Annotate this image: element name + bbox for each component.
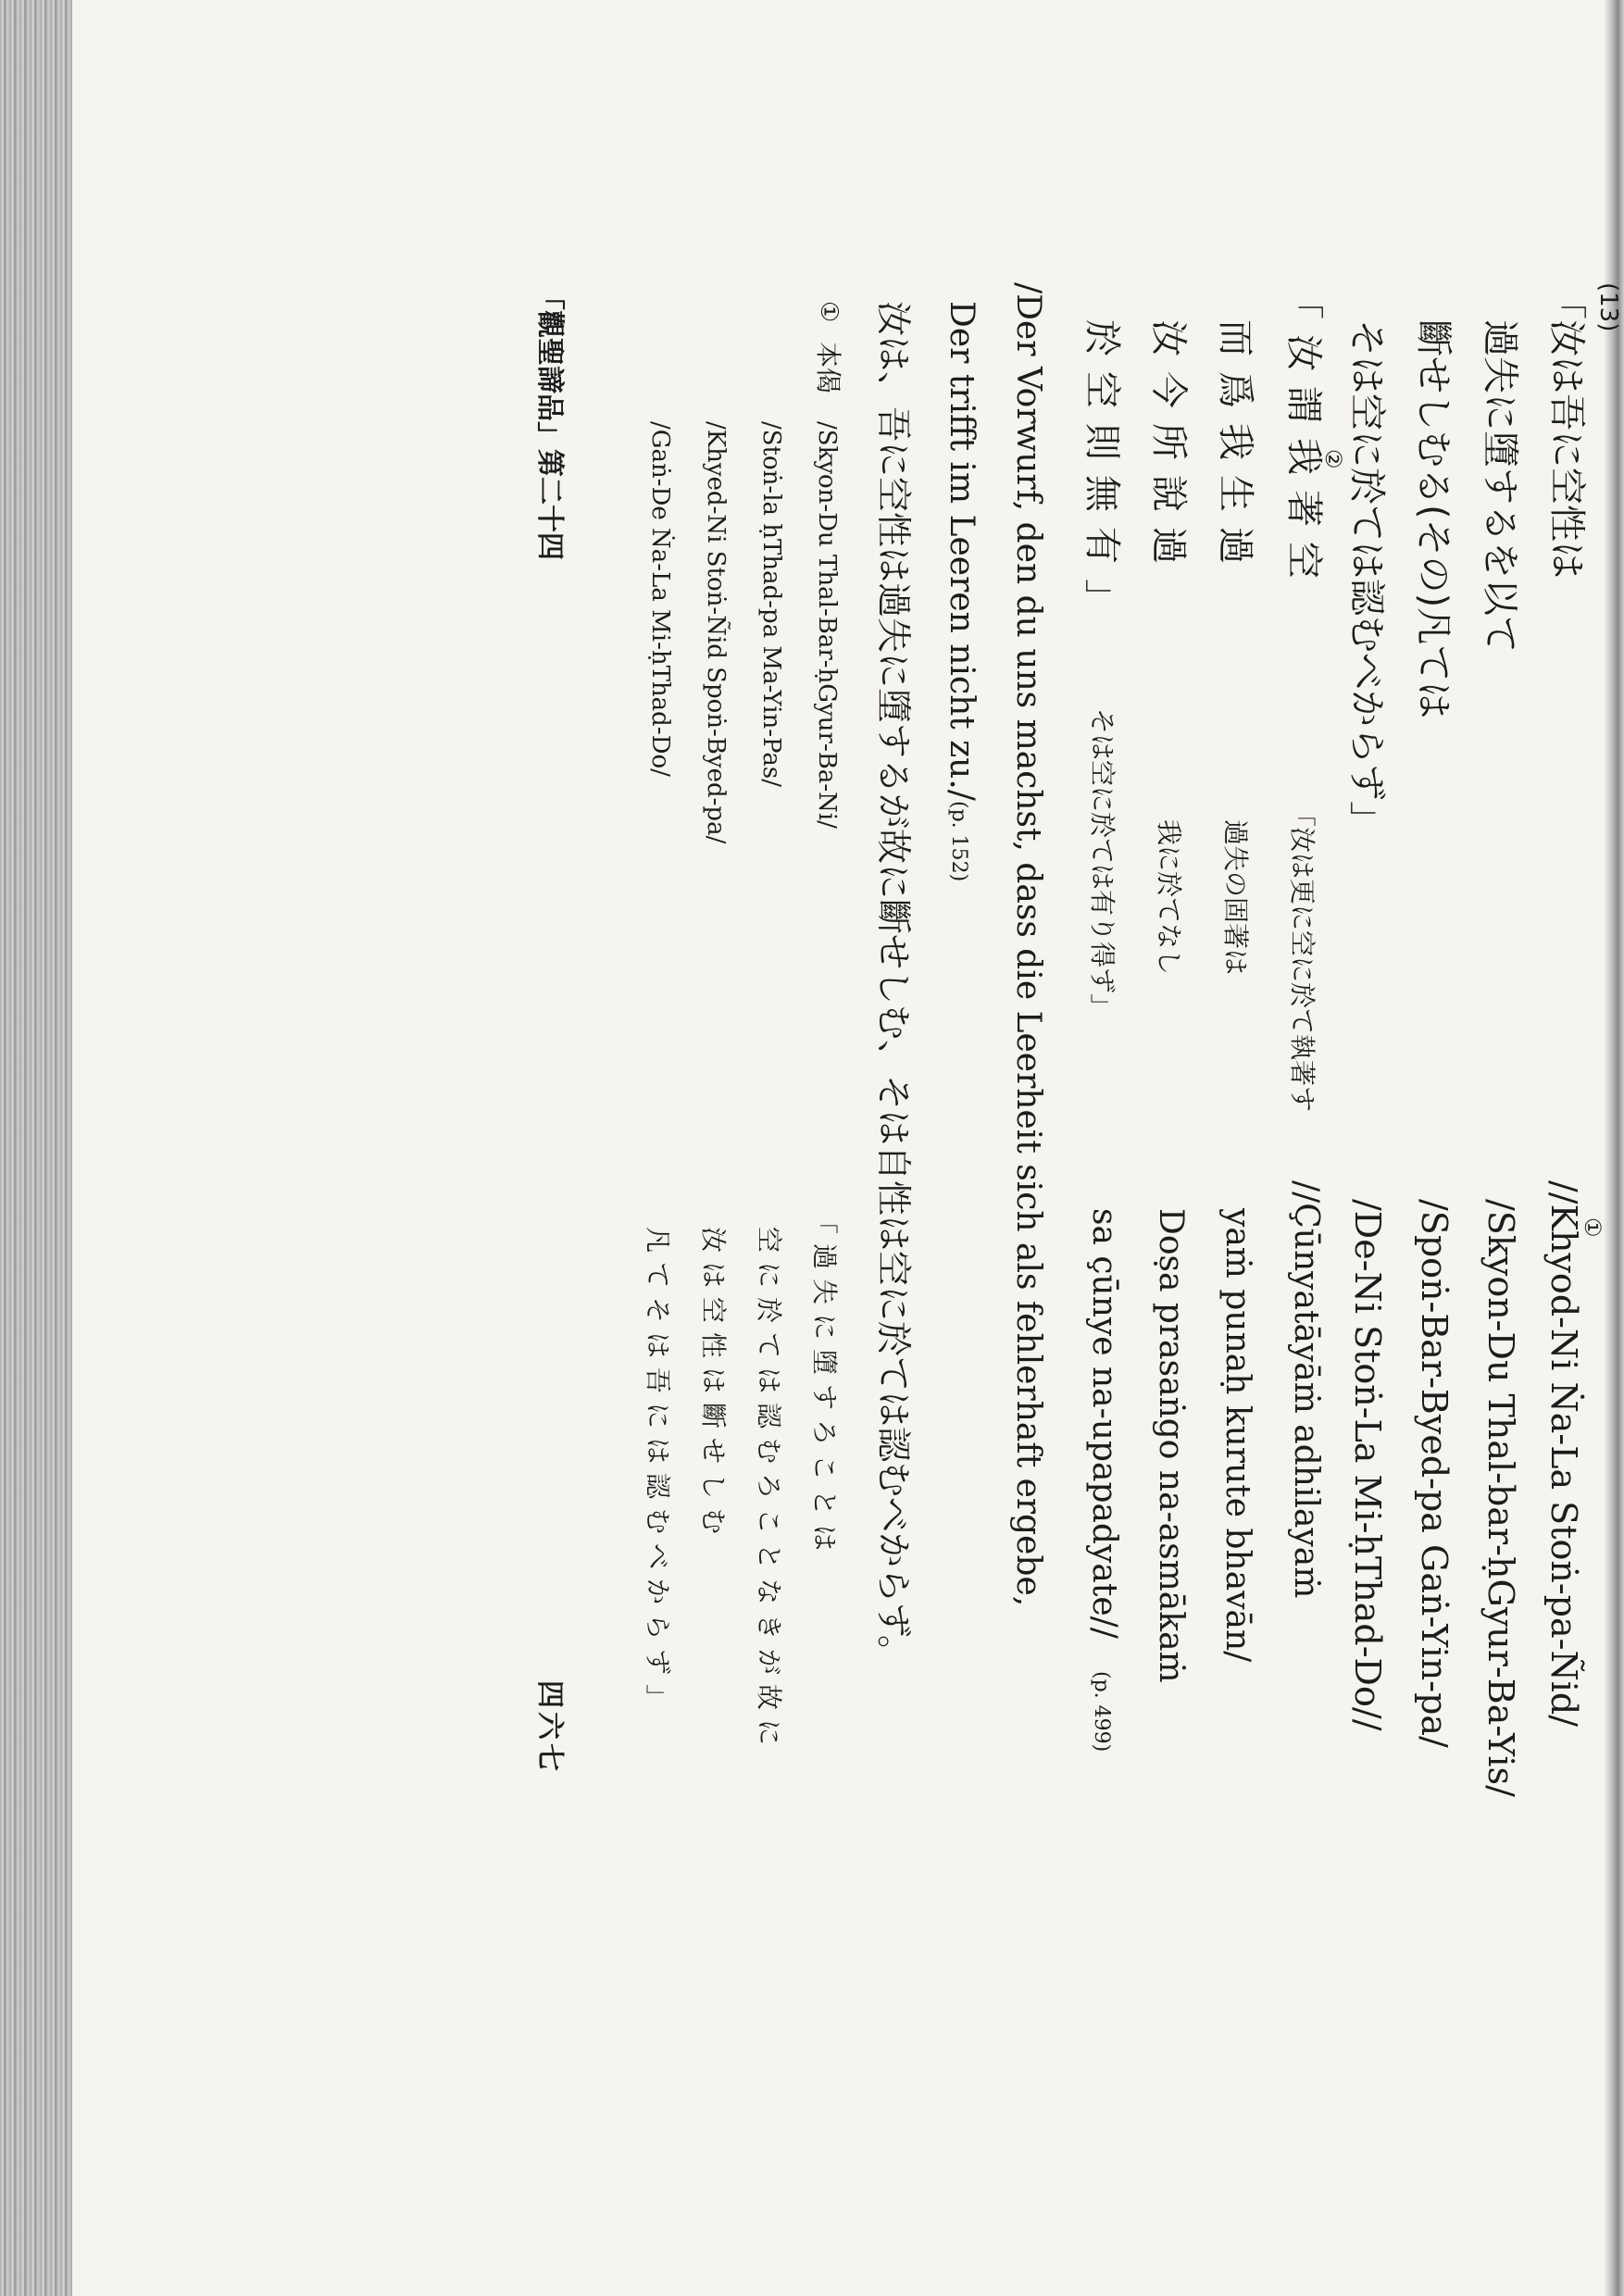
- japanese-translation: 汝は、吾に空性は過失に墮するが故に斷せしむ、そは自性は空に於ては認むべからず。: [873, 301, 914, 1670]
- chinese-verse-line-2: 而爲我生過: [1214, 319, 1256, 579]
- tibetan-note-marker: ①: [1580, 1217, 1605, 1238]
- footnote-marker: ①: [815, 301, 843, 323]
- sanskrit-verse-line-4: sa çūnye na-upapadyate//: [1085, 1208, 1123, 1639]
- chinese-verse-line-4: 於空則無有」: [1081, 319, 1123, 630]
- japanese-verse-line-4: そは空に於ては認むべからず」: [1345, 319, 1388, 838]
- tibetan-verse-line-1: //Khyod-Ni Ṅa-La Stoṅ-pa-Ñid/: [1543, 1180, 1584, 1728]
- footnote-japanese-line-1: 「過失に墮すろことは: [809, 1208, 840, 1561]
- chinese-gloss-line-3: 我に於てなし: [1154, 819, 1184, 976]
- footnote-label: 本偈: [813, 342, 843, 394]
- sanskrit-verse-line-1: //Çūnyatāyāṁ adhilayaṁ: [1287, 1180, 1325, 1599]
- german-page-ref: (p. 152): [947, 801, 970, 882]
- sanskrit-verse-line-2: yaṁ punaḥ kurute bhavān/: [1218, 1208, 1256, 1663]
- footnote-japanese-line-2: 空に於ては認むろことなきが故に: [754, 1227, 784, 1755]
- page-number: 四六七: [533, 1680, 566, 1775]
- sanskrit-page-ref: (p. 499): [1090, 1671, 1113, 1753]
- japanese-verse-line-2: 過失に墮するを以て: [1479, 319, 1521, 653]
- book-binding-shadow: [0, 0, 72, 2296]
- rotated-text-block: [213, 282, 1620, 2014]
- footnote-tibetan-line-4: /Gaṅ-De Ṅa-La Mi-ḥThad-Do/: [646, 421, 674, 777]
- chinese-verse-line-1: 「汝謂我著空: [1282, 282, 1325, 593]
- german-translation-line-1: /Der Vorwurf, den du uns machst, dass die Leerheit sich als fehlerhaft ergebe,: [1009, 282, 1047, 1607]
- chinese-note-marker: ②: [1320, 449, 1346, 469]
- chinese-gloss-line-4: そは空に於ては有り得ず」: [1087, 708, 1118, 1020]
- tibetan-verse-line-4: /De-Ni Stoṅ-La Mi-ḥThad-Do//: [1347, 1199, 1388, 1731]
- footnote-tibetan-line-3: /Khyed-Ni Stoṅ-Ñid Spoṅ-Byed-pa/: [702, 421, 730, 844]
- chinese-gloss-line-2: 過失の固著は: [1220, 819, 1251, 976]
- german-translation-line-2: Der trifft im Leeren nicht zu./: [943, 301, 981, 801]
- verse-number: (13): [1594, 282, 1622, 332]
- japanese-verse-line-1: 「汝は吾に空性は: [1545, 282, 1588, 579]
- footnote-japanese-line-4: 凡てそは吾には認むべからず」: [643, 1227, 673, 1720]
- chinese-verse-line-3: 汝今所說過: [1147, 319, 1190, 579]
- japanese-verse-line-3: 斷せしむる(その)凡ては: [1412, 319, 1455, 719]
- tibetan-verse-line-2: /Skyon-Du Thal-bar-ḥGyur-Ba-Yis/: [1480, 1199, 1521, 1797]
- tibetan-verse-line-3: /Spoṅ-Bar-Byed-pa Gaṅ-Yin-pa/: [1414, 1199, 1455, 1748]
- footnote-tibetan-line-2: /Stoṅ-la ḥThad-pa Ma-Yin-Pas/: [757, 421, 785, 787]
- sanskrit-verse-line-3: Doṣa prasaṅgo na-asmākaṁ: [1152, 1208, 1190, 1683]
- running-head: 「觀聖諦品」第二十四: [533, 282, 566, 560]
- footnote-tibetan-line-1: /Skyon-Du Thal-Bar-ḥGyur-Ba-Ni/: [813, 421, 841, 829]
- chinese-gloss-line-1: 「汝は更に空に於て執著す: [1287, 801, 1318, 1113]
- footnote-japanese-line-3: 汝は空性は斷せしむ: [698, 1227, 729, 1544]
